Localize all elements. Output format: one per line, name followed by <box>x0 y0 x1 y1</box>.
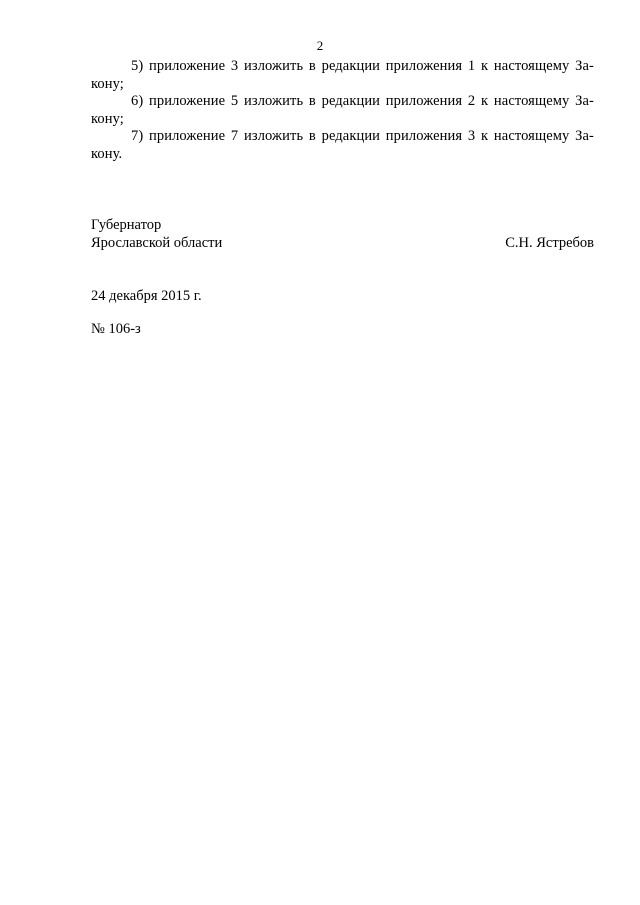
document-date: 24 декабря 2015 г. <box>91 288 202 304</box>
amendment-list <box>91 58 594 163</box>
list-item <box>91 128 594 163</box>
list-item-text: 6) приложение 5 изложить в редакции приложения 2 к настоящему За- <box>131 93 594 109</box>
signature-row <box>91 235 594 253</box>
list-item-text: 7) приложение 7 изложить в редакции приложения 3 к настоящему За- <box>131 128 594 144</box>
signature-block <box>91 217 594 252</box>
list-item-continuation: кону; <box>91 110 124 127</box>
list-item <box>91 58 594 93</box>
signatory-name: С.Н. Ястребов <box>505 234 594 251</box>
page-number: 2 <box>316 38 324 53</box>
list-item-text: 5) приложение 3 изложить в редакции приложения 1 к настоящему За- <box>131 58 594 74</box>
list-item-continuation: кону; <box>91 75 124 92</box>
list-item <box>91 93 594 128</box>
signatory-title-line1: Губернатор <box>91 217 162 233</box>
law-number: № 106-з <box>91 321 141 337</box>
list-item-continuation: кону. <box>91 145 123 162</box>
signatory-title-line2: Ярославской области <box>91 234 223 251</box>
